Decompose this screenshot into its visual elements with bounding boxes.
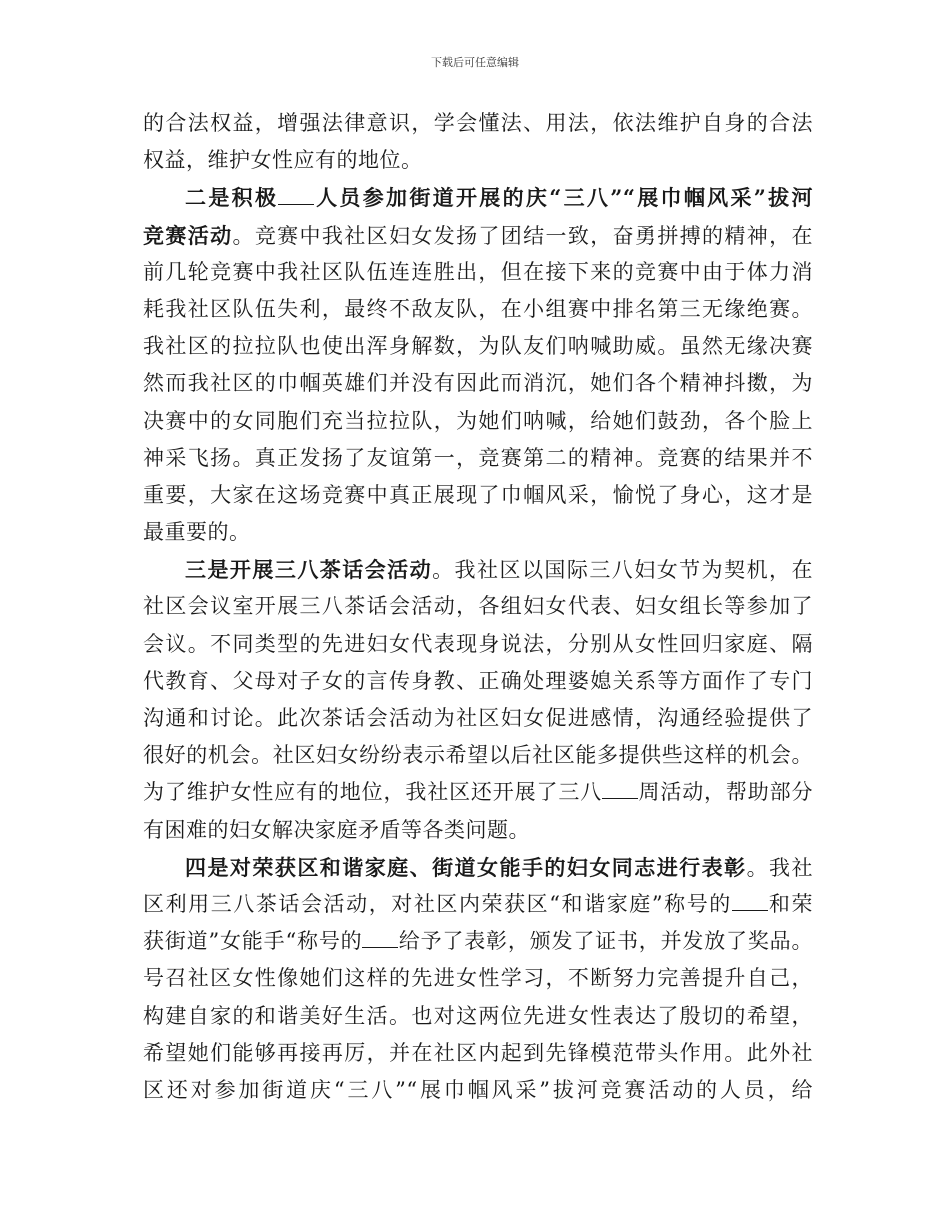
body-text: 和荣	[767, 891, 813, 916]
text-line: 很好的机会。社区妇女纷纷表示希望以后社区能多提供些这样的机会。	[143, 743, 813, 768]
text-line: 耗我社区队伍失利，最终不敌友队，在小组赛中排名第三无缘绝赛。	[143, 296, 813, 321]
text-line	[143, 849, 813, 886]
text-line: 社区会议室开展三八茶话会活动，各组妇女代表、妇女组长等参加了	[143, 594, 813, 619]
body-text: 为了维护女性应有的地位，我社区还开展了三八	[143, 780, 603, 805]
text-line: 神采飞扬。真正发扬了友谊第一，竞赛第二的精神。竞赛的结果并不	[143, 445, 813, 470]
text-line: 号召社区女性像她们这样的先进女性学习，不断努力完善提升自己，	[143, 966, 813, 991]
text-line: 重要，大家在这场竞赛中真正展现了巾帼风采，愉悦了身心，这才是	[143, 482, 813, 507]
heading-text: 人员参加街道开展的庆“三八”“展巾帼风采”拔河	[314, 185, 813, 211]
text-line	[143, 179, 813, 216]
text-line	[143, 774, 813, 811]
text-line: 会议。不同类型的先进妇女代表现身说法，分别从女性回归家庭、隔	[143, 631, 813, 656]
text-line: 最重要的。	[143, 520, 251, 545]
body-text: 。竞赛中我社区妇女发扬了团结一致，奋勇拼搏的精神，在	[232, 223, 814, 248]
heading-text: 二是积极	[185, 185, 279, 211]
text-line	[143, 217, 813, 254]
text-line: 代教育、父母对子女的言传身教、正确处理婆媳关系等方面作了专门	[143, 668, 813, 693]
document-body	[143, 105, 813, 1109]
text-line	[143, 923, 813, 960]
body-text: 周活动，帮助部分	[638, 780, 814, 805]
text-line: 前几轮竞赛中我社区队伍连连胜出，但在接下来的竞赛中由于体力消	[143, 259, 813, 284]
text-line: 有困难的妇女解决家庭矛盾等各类问题。	[143, 817, 530, 842]
text-line: 沟通和讨论。此次茶话会活动为社区妇女促进感情，沟通经验提供了	[143, 706, 813, 730]
text-line: 构建自家的和谐美好生活。也对这两位先进女性表达了殷切的希望，	[143, 1003, 813, 1028]
blank-underline	[278, 186, 314, 205]
text-line: 决赛中的女同胞们充当拉拉队，为她们呐喊，给她们鼓劲，各个脸上	[143, 408, 813, 433]
text-line: 我社区的拉拉队也使出浑身解数，为队友们呐喊助威。虽然无缘决赛	[143, 334, 813, 359]
text-line	[143, 551, 813, 588]
blank-underline	[602, 780, 638, 799]
text-line	[143, 886, 813, 923]
body-text: 获街道”女能手“称号的	[143, 929, 363, 954]
page-header: 下载后可任意编辑	[431, 56, 519, 69]
body-text: 给予了表彰，颁发了证书，并发放了奖品。	[398, 929, 813, 954]
heading-text: 三是开展三八茶话会活动	[185, 557, 433, 583]
text-line: 然而我社区的巾帼英雄们并没有因此而消沉，她们各个精神抖擞，为	[143, 371, 813, 396]
text-line: 希望她们能够再接再厉，并在社区内起到先锋模范带头作用。此外社	[143, 1040, 813, 1065]
text-line: 区还对参加街道庆“三八”“展巾帼风采”拔河竞赛活动的人员，给	[143, 1077, 813, 1102]
heading-text: 竞赛活动	[143, 222, 233, 248]
text-line: 权益，维护女性应有的地位。	[143, 148, 423, 173]
blank-underline	[732, 892, 768, 911]
heading-text: 四是对荣获区和谐家庭、街道女能手的妇女同志进行表彰	[185, 854, 747, 880]
body-text: 区利用三八茶话会活动，对社区内荣获区“和谐家庭”称号的	[143, 891, 732, 916]
blank-underline	[362, 929, 398, 948]
body-text: 。我社区以国际三八妇女节为契机，在	[432, 558, 813, 583]
body-text: 。我社	[746, 855, 814, 880]
text-line: 的合法权益，增强法律意识，学会懂法、用法，依法维护自身的合法	[143, 111, 813, 135]
